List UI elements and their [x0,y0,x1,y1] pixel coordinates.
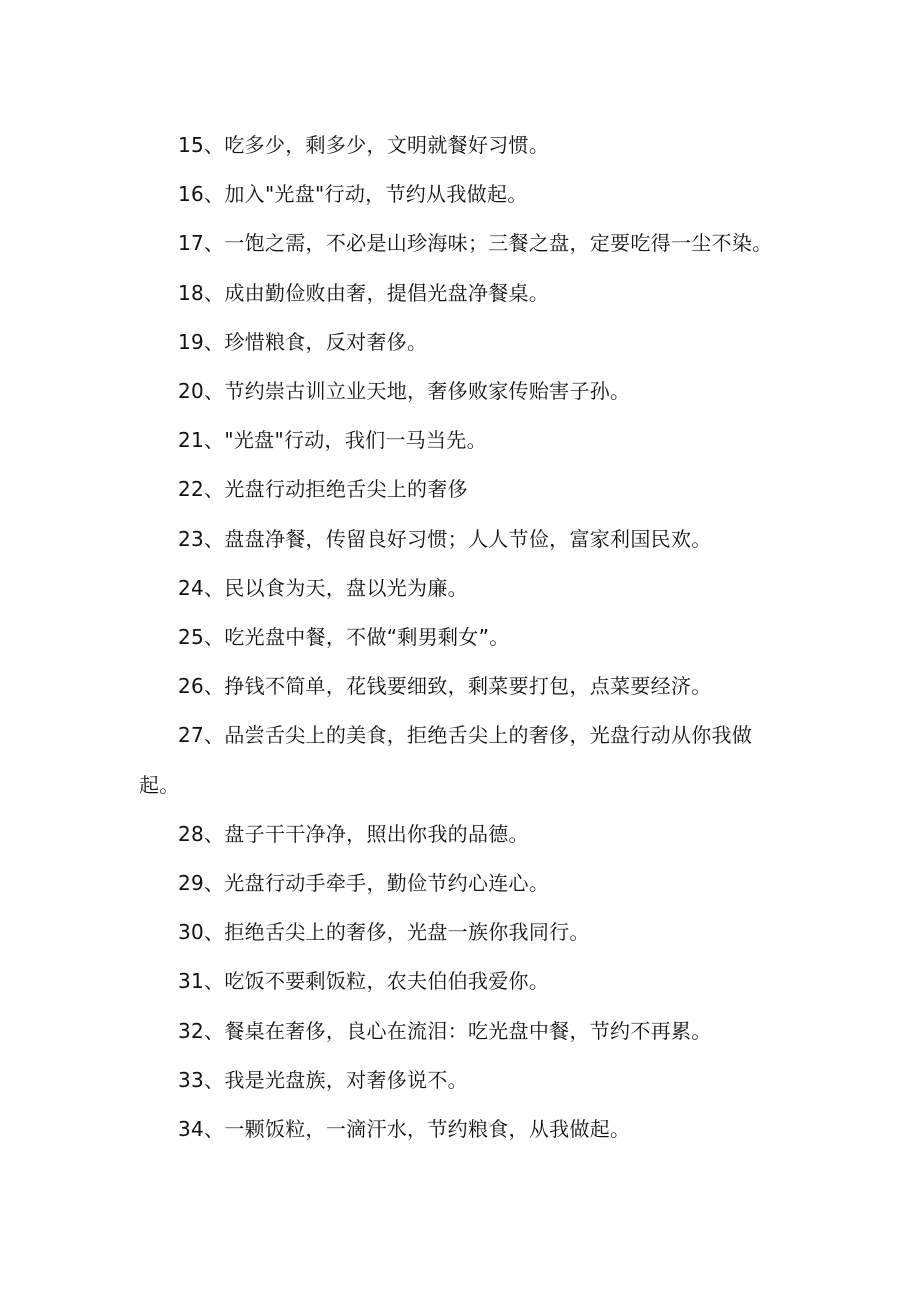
slogan-19: 19、珍惜粮食，反对奢侈。 [178,329,428,354]
slogan-29: 29、光盘行动手牵手，勤俭节约心连心。 [178,871,550,896]
slogan-33: 33、我是光盘族，对奢侈说不。 [178,1067,468,1092]
slogan-22: 22、光盘行动拒绝舌尖上的奢侈 [178,477,468,502]
slogan-20: 20、节约崇古训立业天地，奢侈败家传贻害子孙。 [178,379,631,404]
slogan-25: 25、吃光盘中餐，不做“剩男剩女”。 [178,625,510,650]
slogan-list [139,121,779,1154]
slogan-30: 30、拒绝舌尖上的奢侈，光盘一族你我同行。 [178,920,590,945]
slogan-28: 28、盘子干干净净，照出你我的品德。 [178,821,529,846]
slogan-18: 18、成由勤俭败由奢，提倡光盘净餐桌。 [178,280,550,305]
slogan-15: 15、吃多少，剩多少，文明就餐好习惯。 [178,133,550,157]
slogan-34: 34、一颗饭粒，一滴汗水，节约粮食，从我做起。 [178,1117,631,1142]
slogan-21: 21、"光盘"行动，我们一马当先。 [178,428,487,453]
slogan-31: 31、吃饭不要剩饭粒，农夫伯伯我爱你。 [178,969,550,994]
slogan-24: 24、民以食为天，盘以光为廉。 [178,575,468,600]
slogan-32: 32、餐桌在奢侈，良心在流泪：吃光盘中餐，节约不再累。 [178,1018,712,1043]
slogan-27: 27、品尝舌尖上的美食，拒绝舌尖上的奢侈，光盘行动从你我做起。 [139,723,753,797]
slogan-16: 16、加入"光盘"行动，节约从我做起。 [178,182,528,207]
slogan-23: 23、盘盘净餐，传留良好习惯；人人节俭，富家利国民欢。 [178,526,712,551]
slogan-17: 17、一饱之需，不必是山珍海味；三餐之盘，定要吃得一尘不染。 [178,231,773,256]
slogan-26: 26、挣钱不简单，花钱要细致，剩菜要打包，点菜要经济。 [178,674,712,699]
